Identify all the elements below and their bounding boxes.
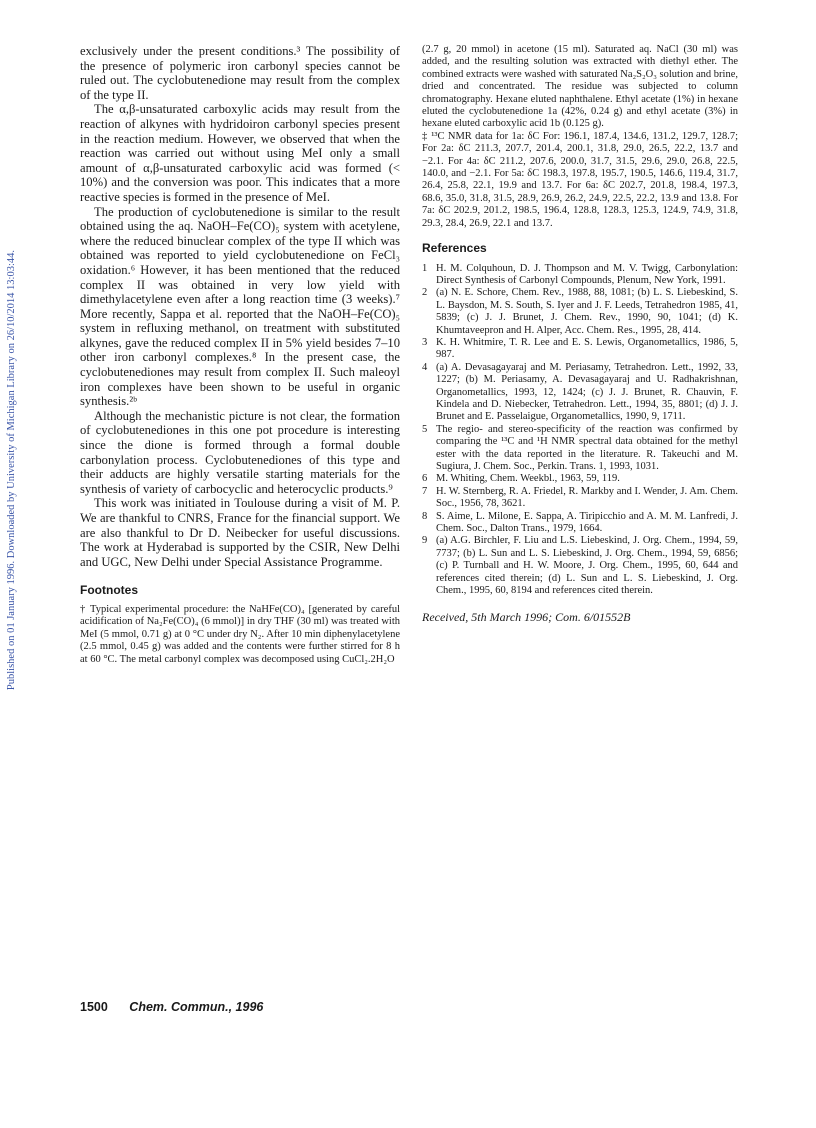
- footnote-continuation: [422, 44, 738, 230]
- reference-item: [422, 535, 738, 597]
- journal-citation: Chem. Commun., 1996: [129, 1000, 264, 1014]
- body-paragraph: The production of cyclobutenedione is similar to the result obtained using the aq. NaOH–Fe(CO)₅ system with acetylene, where the reduced binuclear complex of the type II which was obtained was reported to yield cyclobutenedione on FeCl₃ oxidation.⁶ However, it has been mentioned that the reduced complex II was obtained in very low yield with dimethylacetylene even after a long reaction time (3 weeks).⁷ More recently, Sappa et al. reported that the NaOH–Fe(CO)₅ system in refluxing methanol, on treatment with substituted alkynes, gave the reduced complex II in 5% yield besides 7–10 other iron carbonyl complexes.⁸ In the present case, the cyclobutenediones may result from complex II. Such maleoyl iron complexes have been shown to be useful in organic synthesis.²ᵇ: [80, 204, 400, 409]
- reference-text: (a) A. Devasagayaraj and M. Periasamy, Tetrahedron. Lett., 1992, 33, 1227; (b) M. Periasamy, A. Devasagayaraj and U. Radhakrishnan, Organometallics, 1993, 12, 1424; (c) J. J. Brunet, R. Chauvin, F. Kindela and D. Niebecker, Tetrahedron. Lett., 1994, 35, 8801; (d) J. J. Brunet and E. Passelaigue, Organometallics, 1990, 9, 1711.: [436, 361, 738, 423]
- reference-text: H. W. Sternberg, R. A. Friedel, R. Markby and I. Wender, J. Am. Chem. Soc., 1956, 78, 3621.: [436, 485, 738, 510]
- reference-item: [422, 486, 738, 511]
- references-heading: References: [422, 241, 487, 256]
- body-paragraph: exclusively under the present conditions.³ The possibility of the presence of polymeric iron carbonyl species cannot be ruled out. The cyclobutenedione may result from the complex of the type II.: [80, 44, 400, 102]
- reference-text: (a) N. E. Schore, Chem. Rev., 1988, 88, 1081; (b) L. S. Liebeskind, S. L. Baysdon, M. S. South, S. Iyer and J. F. Leeds, Tetrahedron 1985, 41, 5839; (c) J. J. Brunet, J. Chem. Rev., 1990, 90, 1041; (d) K. Khumtaveepron and H. Alper, Acc. Chem. Res., 1995, 28, 414.: [436, 287, 738, 336]
- reference-number: 2: [422, 287, 428, 299]
- reference-text: M. Whiting, Chem. Weekbl., 1963, 59, 119.: [436, 473, 620, 485]
- reference-text: H. M. Colquhoun, D. J. Thompson and M. V. Twigg, Carbonylation: Direct Synthesis of Carbonyl Compounds, Plenum, New York, 1991.: [436, 262, 738, 286]
- reference-number: 9: [422, 535, 428, 547]
- reference-number: 5: [422, 423, 428, 435]
- reference-text: S. Aime, L. Milone, E. Sappa, A. Tiripicchio and A. M. M. Lanfredi, J. Chem. Soc., Dalton Trans., 1979, 1664.: [436, 510, 738, 535]
- reference-number: 7: [422, 485, 428, 497]
- reference-number: 3: [422, 336, 428, 348]
- reference-item: [422, 511, 738, 536]
- footnote-experimental-cont: (2.7 g, 20 mmol) in acetone (15 ml). Saturated aq. NaCl (30 ml) was added, and the resulting solution was extracted with diethyl ether. The combined extracts were washed with saturated Na₂S₂O₃ solution and brine, dried and concentrated. The residue was subjected to column chromatography. Hexane eluted naphthalene. Ethyl acetate (1%) in hexane eluted the cyclobutenedione 1a (42%, 0.24 g) and ethyl acetate (3%) in hexane eluted carboxylic acid 1b (0.125 g).: [422, 44, 738, 130]
- page-number: 1500: [80, 1000, 108, 1014]
- reference-text: (a) A.G. Birchler, F. Liu and L.S. Liebeskind, J. Org. Chem., 1994, 59, 7737; (b) L. Sun and L. S. Liebeskind, J. Org. Chem., 1994, 59, 6856; (c) P. Turnball and H. W. Moore, J. Org. Chem., 1995, 60, 644 and references cited therein; (d) L. Sun and L. S. Liebeskind, J. Org. Chem., 1995, 60, 8194 and references cited therein.: [436, 535, 738, 597]
- reference-number: 1: [422, 262, 428, 274]
- reference-list: [422, 263, 738, 598]
- page-footer: [80, 1000, 263, 1014]
- body-paragraph: Although the mechanistic picture is not clear, the formation of cyclobutenediones in this one pot procedure is interesting since the dione is formed through a formal double carbonylation process. Cyclobutenediones of this type and their adducts are highly versatile starting materials for the synthesis of variety of carbocyclic and heterocyclic products.⁹: [80, 408, 400, 496]
- reference-item: [422, 337, 738, 362]
- reference-text: K. H. Whitmire, T. R. Lee and E. S. Lewis, Organometallics, 1986, 5, 987.: [436, 336, 738, 361]
- body-paragraph: The α,β-unsaturated carboxylic acids may result from the reaction of alkynes with hydridoiron carbonyl species present in the reaction medium. However, we observed that when the reaction was carried out without using MeI only a small amount of α,β-unsaturated carboxylic acid was formed (< 10%) and the conversion was poor. This indicates that a more reactive species is formed in the presence of MeI.: [80, 102, 400, 204]
- left-column: [80, 44, 400, 666]
- reference-item: [422, 473, 738, 485]
- received-line: Received, 5th March 1996; Com. 6/01552B: [422, 610, 631, 625]
- footnotes-heading: Footnotes: [80, 583, 138, 598]
- footnote-nmr: ‡ ¹³C NMR data for 1a: δC For: 196.1, 187.4, 134.6, 131.2, 129.7, 128.7; For 2a: δC 211.3, 207.7, 201.4, 200.1, 31.8, 29.0, 26.5, 22.2, 13.7 and −2.1. For 4a: δC 211.2, 207.6, 200.0, 31.7, 31.5, 29.6, 29.0, 26.8, 22.5, 140.0, and −2.1. For 5a: δC 198.3, 197.8, 195.7, 190.5, 146.6, 119.4, 31.7, 26.4, 25.8, 22.1, 19.9 and 13.7. For 6a: δC 202.7, 201.8, 198.4, 197.3, 68.6, 35.0, 31.8, 31.5, 28.9, 26.9, 26.2, 24.9, 22.5, 22.2, 13.9 and 13.8. For 7a: δC 202.9, 201.2, 198.5, 196.4, 128.8, 128.3, 125.3, 124.9, 74.9, 31.8, 29.3, 28.4, 26.9, 22.1 and 13.7.: [422, 130, 738, 229]
- right-column: [422, 44, 738, 624]
- download-watermark: Published on 01 January 1996. Downloaded by University of Michigan Library on 26/10/2014 13:03:44.: [6, 250, 17, 691]
- footnote-experimental: † Typical experimental procedure: the NaHFe(CO)₄ [generated by careful acidification of Na₂Fe(CO)₄ (6 mmol)] in dry THF (30 ml) was treated with MeI (5 mmol, 0.71 g) at 0 °C under dry N₂. After 10 min diphenylacetylene (2.5 mmol, 0.45 g) was added and the contents were further stirred for 8 h at 60 °C. The metal carbonyl complex was decomposed using CuCl₂.2H₂O: [80, 603, 400, 665]
- acknowledgements-paragraph: This work was initiated in Toulouse during a visit of M. P. We are thankful to CNRS, France for the financial support. We are also thankful to Dr D. Neibecker for useful discussions. The work at Hyderabad is supported by the CSIR, New Delhi and UGC, New Delhi under Special Assistance Programme.: [80, 496, 400, 569]
- reference-item: [422, 424, 738, 474]
- reference-number: 8: [422, 510, 428, 522]
- reference-item: [422, 362, 738, 424]
- reference-number: 4: [422, 361, 428, 373]
- reference-item: [422, 287, 738, 337]
- reference-item: [422, 263, 738, 288]
- reference-text: The regio- and stereo-specificity of the reaction was confirmed by comparing the ¹³C and ¹H NMR spectral data obtained for the methyl ester with the data reported in the literature. R. Takeuchi and M. Sugiura, J. Chem. Soc., Perkin. Trans. 1, 1993, 1031.: [436, 423, 738, 472]
- reference-number: 6: [422, 473, 428, 485]
